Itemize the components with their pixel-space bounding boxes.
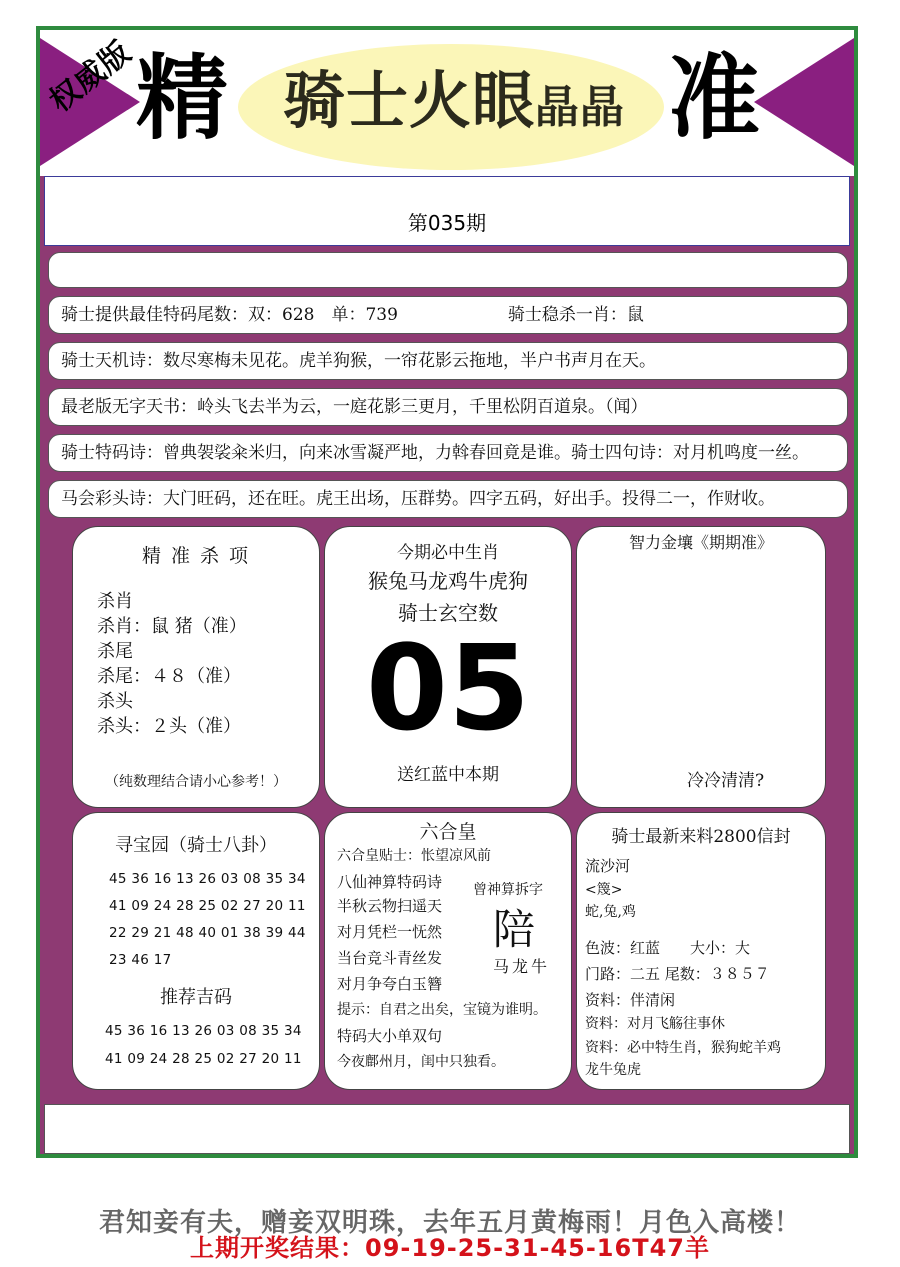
special-poem-text: 骑士特码诗：曾典袈裟籴米归，向来冰雪凝严地，力斡春回竟是谁。骑士四句诗：对月机鸣度一丝。 [61,442,809,463]
center-line-3: 骑士玄空数 [398,601,498,625]
center-bottom: 送红蓝中本期 [397,765,499,785]
kill-line-5: 杀头 [97,691,133,712]
kill-zodiac-text: 骑士稳杀一肖：鼠 [507,304,644,325]
latest-line-1: 流沙河 [585,857,631,875]
latest-line-3: 蛇,兔,鸡 [585,904,636,920]
poem-line-3: 当台竞斗青丝发 [337,949,443,967]
liuhe-panel [324,812,572,1090]
latest-line-6: 资料：伴清闲 [585,991,676,1009]
last-draw-result: 上期开奖结果：09-19-25-31-45-16T47羊 [190,1234,710,1262]
horse-club-text: 马会彩头诗：大门旺码，还在旺。虎王出场，压群势。四字五码，好出手。投得二一，作财收。 [61,488,775,509]
poem-line-2: 对月凭栏一怃然 [337,923,443,941]
treasure-row-4: 23 46 17 [109,952,172,968]
treasure-row-3: 22 29 21 48 40 01 38 39 44 [109,925,306,941]
lucky-row-1: 45 36 16 13 26 03 08 35 34 [105,1023,302,1039]
latest-line-2: <篾> [585,882,623,898]
split-title: 曾神算拆字 [473,882,543,898]
latest-line-4: 色波：红蓝 大小：大 [585,939,751,957]
lucky-title: 推荐吉码 [160,987,232,1008]
brand-title [254,64,654,137]
brand-main: 骑士火眼 [282,64,535,137]
latest-line-8: 资料：必中特生肖，猴狗蛇羊鸡 [585,1040,781,1056]
issue-bar [44,176,850,246]
treasure-row-2: 41 09 24 28 25 02 27 20 11 [109,898,306,914]
kill-line-1: 杀肖 [97,591,133,612]
latest-panel [576,812,826,1090]
bs-line: 今夜鄜州月，闺中只独看。 [337,1054,505,1070]
center-line-1: 今期必中生肖 [397,543,499,563]
brand-small: 晶晶 [535,82,625,133]
latest-title: 骑士最新来料2800信封 [611,827,791,847]
treasure-row-1: 45 36 16 13 26 03 08 35 34 [109,871,306,887]
kill-line-2: 杀肖：鼠 猪（准） [97,616,247,637]
split-zodiac: 马龙牛 [493,957,551,976]
footer-poem: 君知妾有夫，赠妾双明珠，去年五月黄梅雨！月色入高楼！ [98,1208,801,1238]
poster-frame [36,26,858,1158]
kill-line-3: 杀尾 [97,641,133,662]
heaven-poem-row [48,342,848,380]
header-left-char: 精 [136,44,229,152]
poem-line-4: 对月争夸白玉簪 [337,975,443,993]
bs-title: 特码大小单双句 [337,1027,443,1045]
empty-row [48,252,848,288]
issue-number: 第035期 [407,211,487,235]
poem-title: 八仙神算特码诗 [337,873,443,891]
horse-club-row [48,480,848,518]
kill-line-4: 杀尾：４８（准） [97,666,241,687]
footer-empty-bar [44,1104,850,1154]
kill-note: （纯数理结合请小心参考！） [105,774,287,790]
latest-line-7: 资料：对月飞觞往事休 [585,1016,725,1032]
book-row [48,388,848,426]
poem-line-1: 半秋云物扫遥天 [337,897,443,915]
header-right-char: 准 [668,44,761,152]
kill-panel-title: 精 准 杀 项 [141,545,251,567]
liuhe-title: 六合皇 [419,821,477,843]
split-char: 陪 [493,905,536,954]
kill-panel [72,526,320,808]
latest-line-5: 门路：二五 尾数：３８５７ [585,965,770,983]
right-panel-title: 智力金壤《期期准》 [628,533,773,552]
center-zodiacs: 猴兔马龙鸡牛虎狗 [368,569,528,593]
special-poem-row [48,434,848,472]
tail-number-text: 骑士提供最佳特码尾数：双：628 单：739 [61,304,398,325]
lucky-row-2: 41 09 24 28 25 02 27 20 11 [105,1051,302,1067]
right-panel-bottom: 冷冷清清? [687,771,765,791]
treasure-panel [72,812,320,1090]
header [40,30,854,176]
right-triangle-decoration [754,38,854,166]
liuhe-hint: 提示：自君之出矣，宝镜为谁明。 [337,1002,547,1018]
book-text: 最老版无字天书：岭头飞去半为云，一庭花影三更月，千里松阴百道泉。（闻） [61,396,648,417]
liuhe-tip: 六合皇贴士：怅望凉风前 [337,848,491,864]
latest-line-9: 龙牛兔虎 [585,1062,641,1078]
authority-badge: 权威版 [43,34,139,120]
kill-line-6: 杀头：２头（准） [97,716,241,737]
mystery-number: 05 [365,619,531,757]
treasure-title: 寻宝园（骑士八卦） [115,835,277,856]
right-panel [576,526,826,808]
tail-number-row [48,296,848,334]
heaven-poem-text: 骑士天机诗：数尽寒梅未见花。虎羊狗猴，一帘花影云拖地，半户书声月在天。 [61,350,656,371]
center-panel [324,526,572,808]
